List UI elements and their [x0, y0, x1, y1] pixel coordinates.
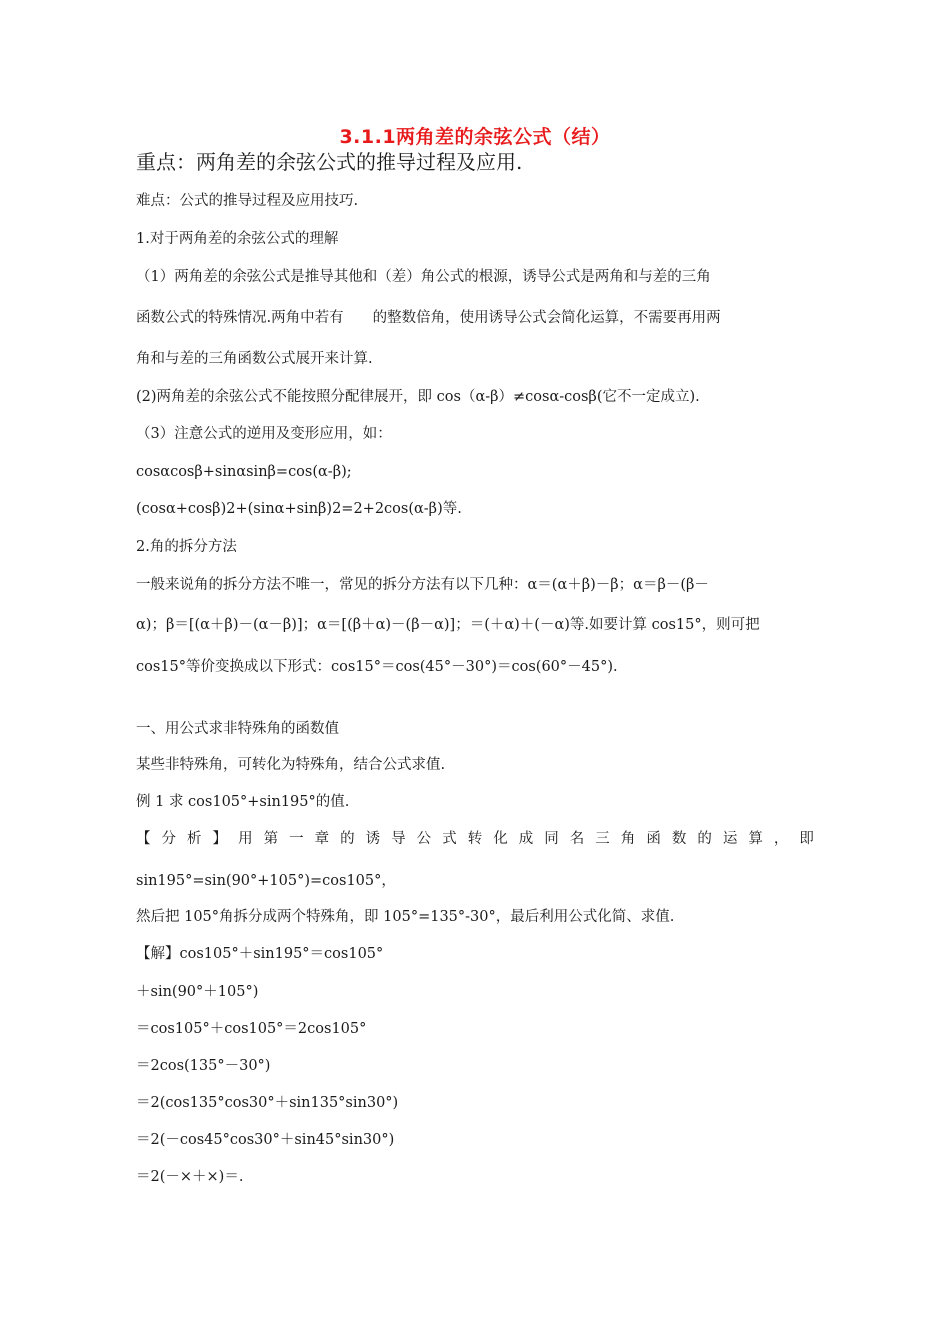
analysis-char: 角 [620, 831, 636, 847]
analysis-char: 转 [467, 831, 483, 847]
section2-heading: 2.角的拆分方法 [136, 539, 237, 555]
key-point: 重点：两角差的余弦公式的推导过程及应用. [136, 150, 523, 174]
analysis-char: 章 [314, 831, 330, 847]
section2-line2: α)；β＝[(α＋β)－(α－β)]；α＝[(β＋α)－(β－α)]；＝(＋α)＋(－α)等.如要计算 cos15°，则可把 [136, 617, 760, 633]
analysis-char: 同 [544, 831, 559, 847]
section1-heading: 1.对于两角差的余弦公式的理解 [136, 231, 339, 247]
solution-line: ＝cos105°＋cos105°＝2cos105° [136, 1021, 367, 1037]
analysis-char: 】 [212, 831, 228, 847]
section1-p1-line2: 函数公式的特殊情况.两角中若有 的整数倍角，使用诱导公式会简化运算，不需要再用两 [136, 310, 721, 326]
analysis-line2: sin195°=sin(90°+105°)=cos105°， [136, 873, 396, 889]
solution-line: 【解】cos105°＋sin195°＝cos105° [136, 946, 384, 962]
solution-line: ＝2(cos135°cos30°＋sin135°sin30°) [136, 1095, 399, 1111]
part1-heading: 一、用公式求非特殊角的函数值 [136, 721, 339, 737]
analysis-line1 [136, 829, 814, 849]
analysis-line3: 然后把 105°角拆分成两个特殊角，即 105°=135°-30°，最后利用公式化简、求值. [136, 909, 675, 925]
analysis-char: 【 [136, 831, 151, 847]
formula-1: cosαcosβ+sinαsinβ=cos(α-β); [136, 464, 352, 480]
section1-p3: （3）注意公式的逆用及变形应用，如： [136, 426, 392, 442]
analysis-char: 的 [697, 831, 712, 847]
analysis-char: 运 [722, 831, 738, 847]
solution-line: ＋sin(90°＋105°) [136, 984, 259, 1000]
analysis-char: 算 [748, 831, 763, 847]
analysis-char: 的 [340, 831, 355, 847]
section2-line1: 一般来说角的拆分方法不唯一，常见的拆分方法有以下几种：α＝(α＋β)－β；α＝β－(β－ [136, 577, 709, 593]
analysis-char: 即 [799, 831, 814, 847]
analysis-char: 析 [187, 831, 202, 847]
document-title: 3.1.1两角差的余弦公式（结） [339, 126, 611, 148]
solution-line: ＝2(－cos45°cos30°＋sin45°sin30°) [136, 1132, 395, 1148]
difficulty-text: 难点：公式的推导过程及应用技巧. [136, 193, 359, 209]
analysis-char: 分 [161, 831, 177, 847]
analysis-char: 一 [289, 831, 304, 847]
solution-line: ＝2cos(135°－30°) [136, 1058, 271, 1074]
analysis-char: 导 [391, 831, 406, 847]
analysis-char: 三 [595, 831, 610, 847]
section1-p1-line1: （1）两角差的余弦公式是推导其他和（差）角公式的根源，诱导公式是两角和与差的三角 [136, 269, 711, 285]
analysis-char: 第 [263, 831, 279, 847]
analysis-char: 数 [671, 831, 687, 847]
part1-intro: 某些非特殊角，可转化为特殊角，结合公式求值. [136, 757, 446, 773]
analysis-char: 化 [493, 831, 508, 847]
analysis-char: 式 [442, 831, 457, 847]
section1-p2: (2)两角差的余弦公式不能按照分配律展开，即 cos（α-β）≠cosα-cosβ(它不一定成立). [136, 389, 700, 405]
section1-p1-line3: 角和与差的三角函数公式展开来计算. [136, 351, 373, 367]
example-1: 例 1 求 cos105°+sin195°的值. [136, 794, 350, 810]
section2-line3: cos15°等价变换成以下形式：cos15°＝cos(45°－30°)＝cos(60°－45°). [136, 659, 618, 675]
analysis-char: ， [773, 831, 789, 847]
solution-line: ＝2(－×＋×)＝. [136, 1169, 244, 1185]
analysis-char: 用 [238, 831, 253, 847]
formula-2: (cosα+cosβ)2+(sinα+sinβ)2=2+2cos(α-β)等. [136, 501, 462, 517]
analysis-char: 诱 [365, 831, 381, 847]
analysis-char: 成 [518, 831, 534, 847]
analysis-char: 公 [416, 831, 432, 847]
analysis-char: 名 [569, 831, 585, 847]
analysis-char: 函 [646, 831, 661, 847]
